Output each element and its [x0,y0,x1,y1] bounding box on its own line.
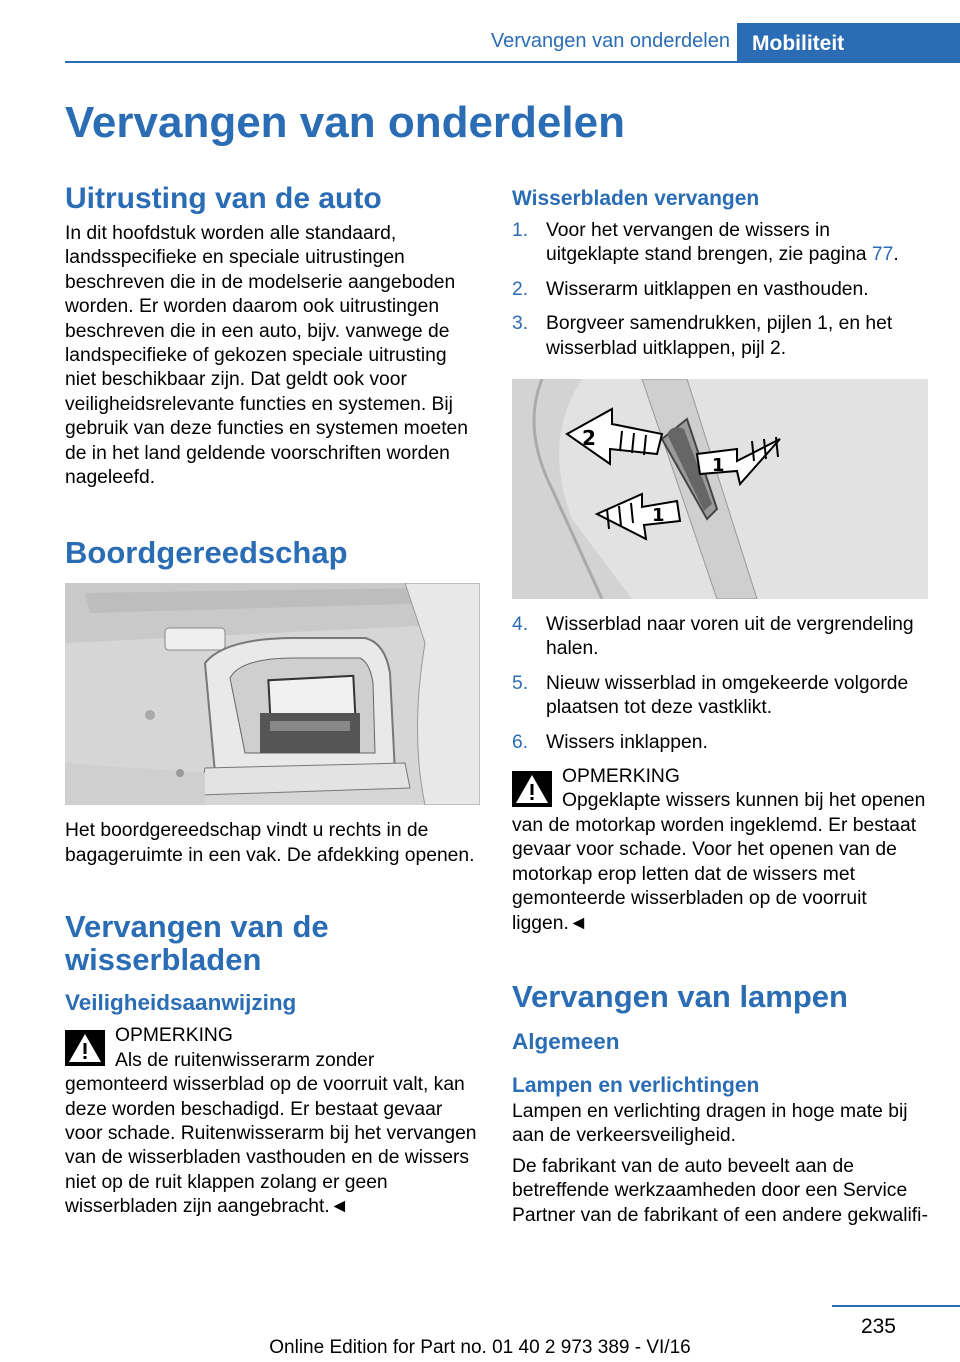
left-column [65,182,480,1220]
step-text: Wisserblad naar voren uit de vergrendeling halen. [546,614,914,660]
footer-rule [832,1305,960,1307]
header-rule [65,61,960,63]
warning-text-right [512,789,928,935]
step-text: Wissers inklappen. [546,731,708,753]
wiper-image [512,379,928,599]
right-column [512,186,928,1228]
header-section-title: Vervangen van onderdelen [490,30,730,52]
steps-list-b [512,613,928,755]
warning-triangle-icon [65,1030,105,1066]
step-text: Voor het vervangen de wissers in uitgeklapte stand brengen, zie pagina [546,220,872,266]
arrow-label-1b: 1 [652,505,665,527]
edition-footer: Online Edition for Part no. 01 40 2 973 389 - VI/16 [269,1337,691,1358]
heading-boordgereedschap: Boordgereedschap [65,535,348,571]
step-item [512,219,928,268]
step-text: Nieuw wisserblad in omgekeerde volgorde plaatsen tot deze vastklikt. [546,672,909,719]
step-text-end: . [893,244,899,266]
page-number: 235 [860,1315,896,1338]
paragraph-boordgereedschap: Het boordgereedschap vindt u rechts in de bagageruimte in een vak. De afdekking openen. [65,820,475,866]
step-item [512,672,928,721]
steps-list-a [512,219,928,361]
step-text: Wisserarm uitklappen en vasthouden. [546,278,869,300]
warning-label-left: OPMERKING [115,1025,233,1047]
paragraph-lampen-2: De fabrikant van de auto beveelt aan de betreffende werkzaamheden door een Service Partner van de fabrikant of een andere gekwalifi- [512,1155,928,1226]
step-item [512,731,928,755]
warning-block-left [65,1024,480,1219]
warning-text-left [65,1049,480,1220]
heading-veiligheidsaanwijzing: Veiligheidsaanwijzing [65,990,297,1016]
step-item [512,278,928,302]
arrow-label-2: 2 [582,426,596,451]
step-item [512,613,928,662]
warning-body-right: Opgeklapte wissers kunnen bij het openen van de motorkap worden ingeklemd. Er bestaat gevaar voor schade. Voor het openen van de motorkap erop letten dat de wissers met gemonteerde wisserbladen op de voorruit liggen.◄ [512,790,926,934]
step-number: 5. [512,672,529,694]
warning-triangle-icon [512,771,552,807]
step-item [512,312,928,361]
trunk-compartment-illustration [65,583,480,805]
step-number: 6. [512,731,529,753]
page-title: Vervangen van onderdelen [65,98,625,147]
step-number: 3. [512,313,529,335]
heading-wisserbladen: Vervangen van de wisserbladen [65,909,329,978]
heading-uitrusting: Uitrusting van de auto [65,182,382,215]
step-number: 4. [512,614,529,636]
warning-block-right [512,765,928,936]
paragraph-uitrusting: In dit hoofdstuk worden alle standaard, landsspecifieke en speciale uitrustingen beschreven die in de modelserie aangeboden worden. Er worden daarom ook uitrustingen beschreven die in een auto, bijv. vanwege de landspecifieke of gekozen speciale uitrusting niet beschikbaar zijn. Dat geldt ook voor veiligheidsrelevante functies en systemen. Bij gebruik van deze functies en systemen moeten de in het land geldende voorschriften worden nageleefd. [65,223,468,489]
heading-lampen-verlichtingen: Lampen en verlichtingen [512,1073,760,1097]
header-chapter-tab: Mobiliteit [737,23,960,63]
toolkit-image [65,583,480,805]
heading-wisserbladen-vervangen: Wisserbladen vervangen [512,187,760,210]
step-text: Borgveer samendrukken, pijlen 1, en het wisserblad uitklappen, pijl 2. [546,313,893,359]
step-number: 1. [512,220,529,241]
warning-label-right: OPMERKING [562,766,680,788]
step-number: 2. [512,278,529,300]
warning-body-left: Als de ruitenwisserarm zonder gemonteerd wisserblad op de voorruit valt, kan deze worden beschadigd. Er bestaat gevaar voor schade. Ruitenwisserarm bij het vervangen van de wisserbladen vasthouden en de wissers niet op de ruit klappen zolang er geen wisserbladen zijn aangebracht.◄ [65,1049,477,1218]
heading-algemeen: Algemeen [512,1028,620,1054]
page-link[interactable]: 77 [871,244,894,266]
paragraph-lampen-1: Lampen en verlichting dragen in hoge mate bij aan de verkeersveiligheid. [512,1100,908,1147]
heading-lampen: Vervangen van lampen [512,978,848,1014]
wiper-blade-illustration [512,379,928,599]
arrow-label-1a: 1 [712,455,725,477]
